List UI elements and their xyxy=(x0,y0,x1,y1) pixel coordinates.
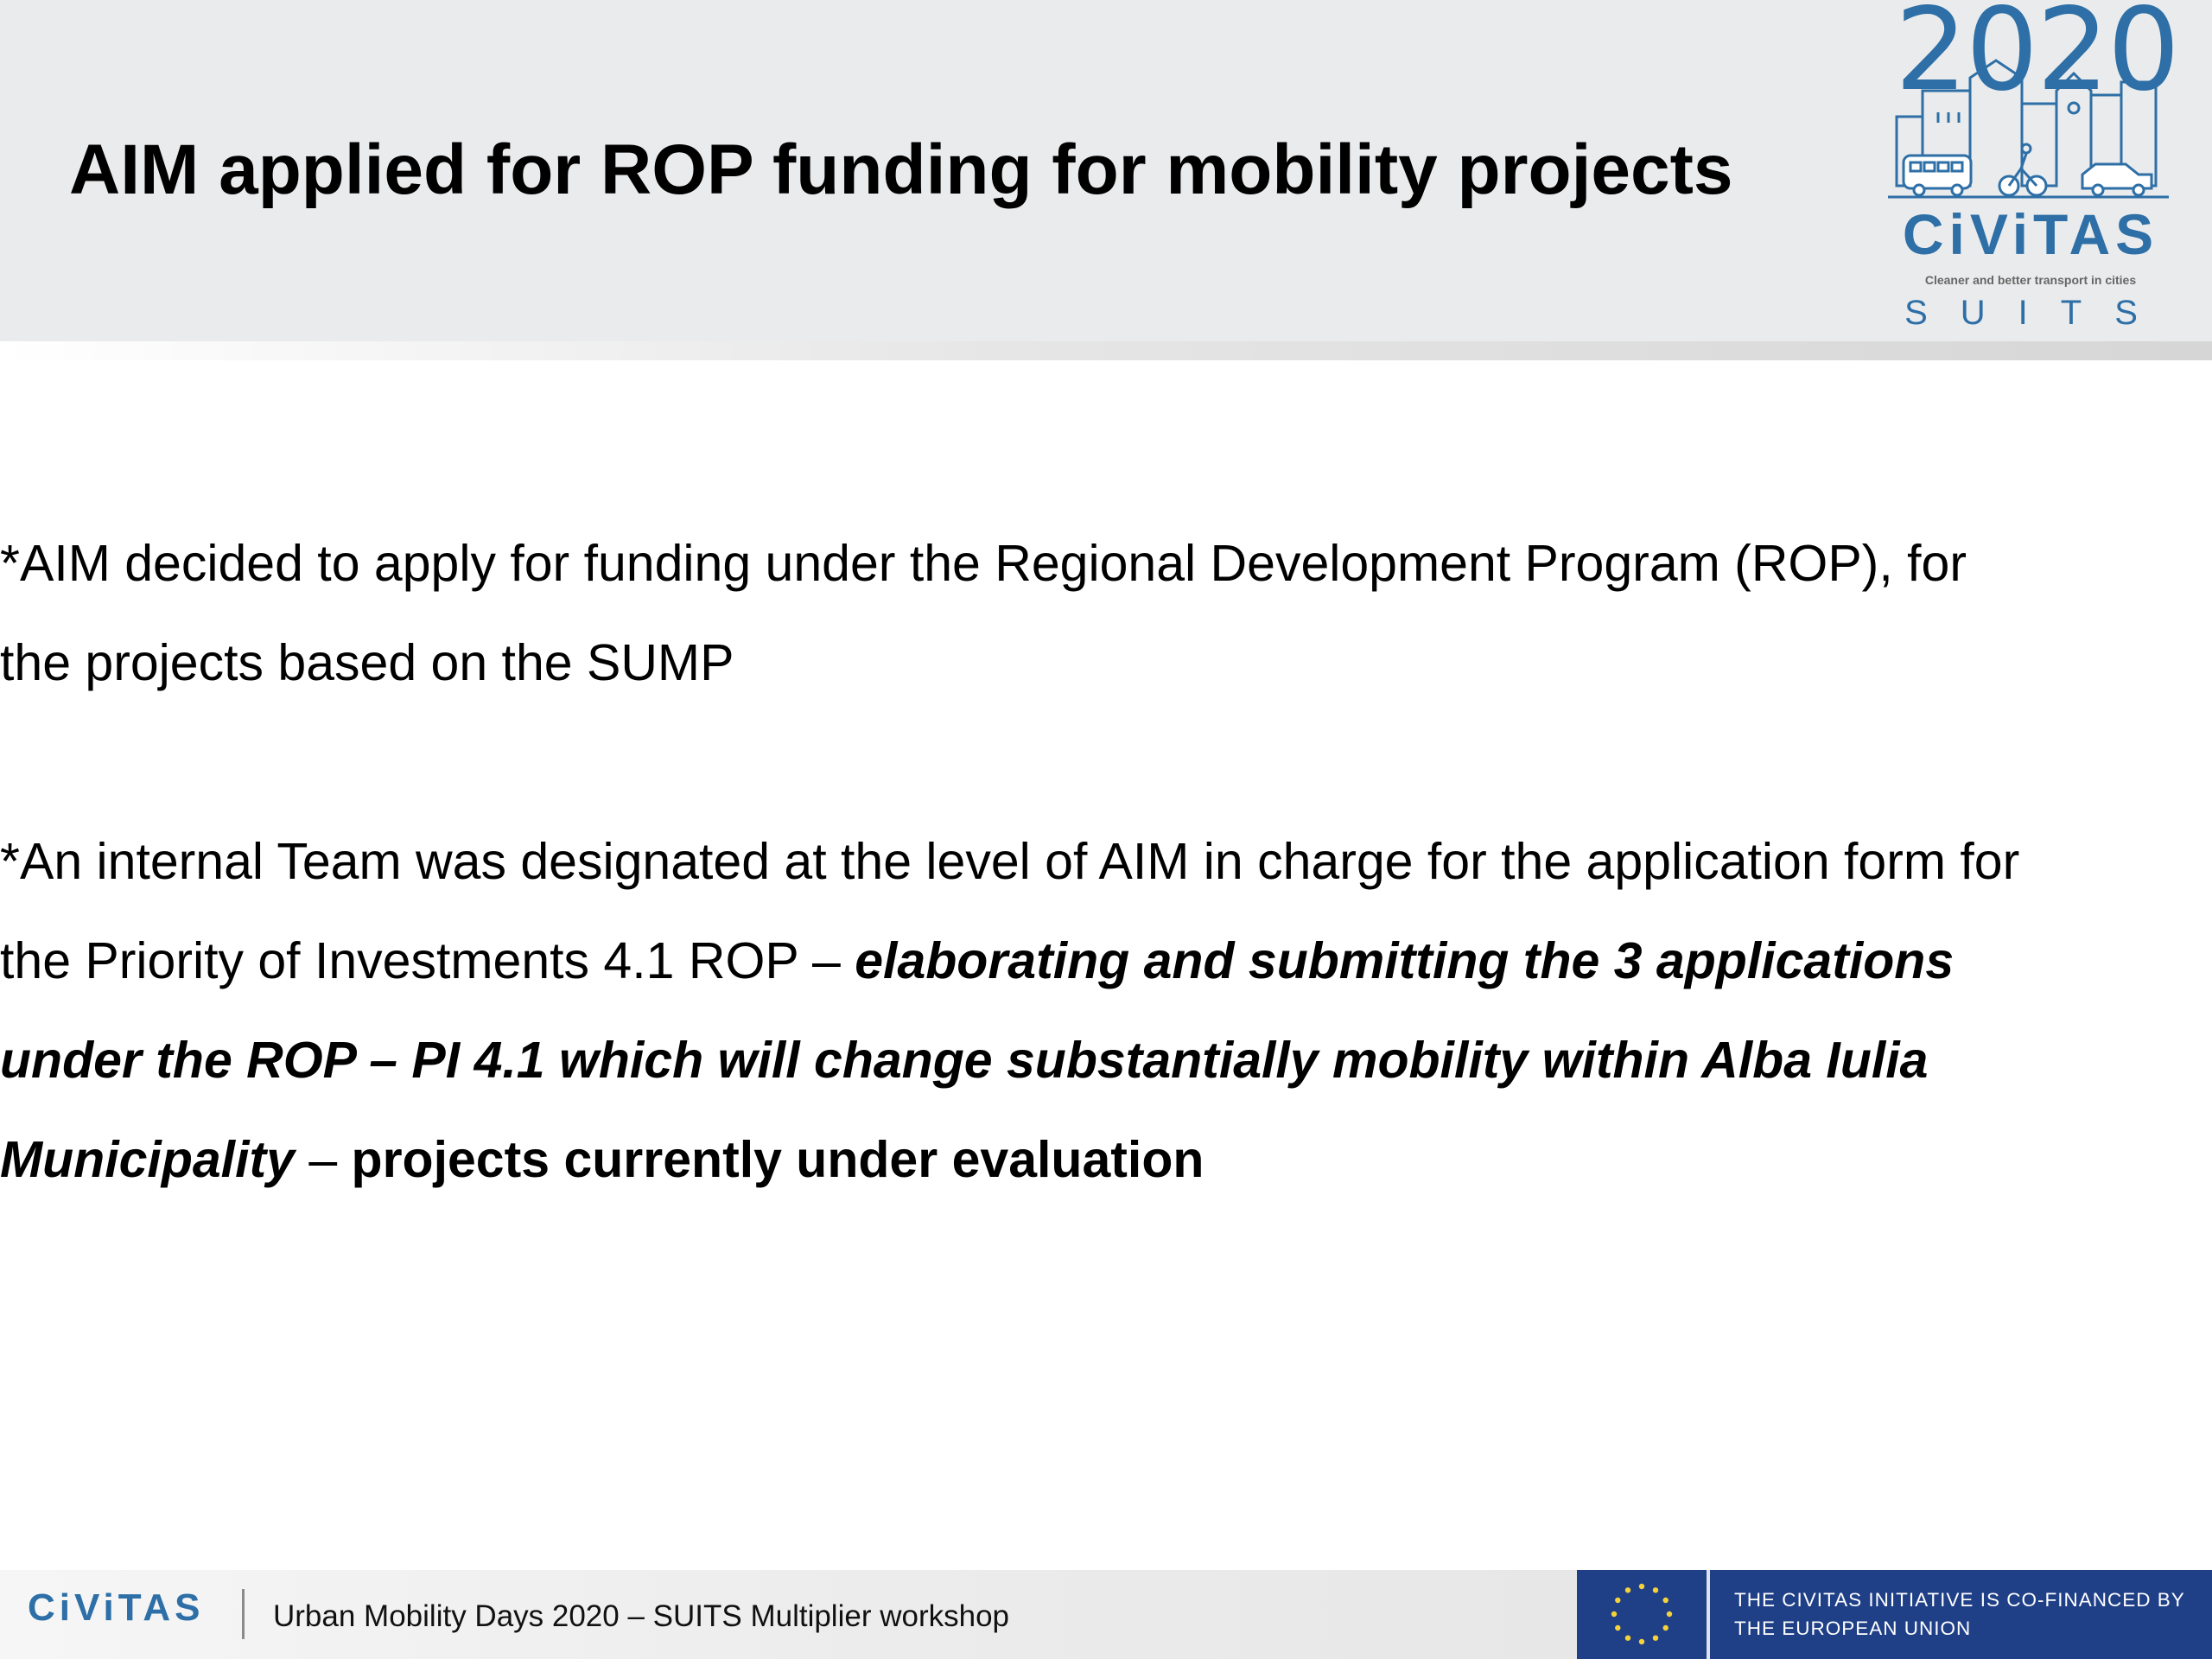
eu-banner-divider xyxy=(1707,1570,1710,1659)
logo-project-name: SUITS xyxy=(1904,294,2171,332)
eu-flag-icon xyxy=(1577,1570,1707,1659)
eu-star xyxy=(1667,1611,1672,1617)
eu-star xyxy=(1625,1587,1630,1592)
eu-star xyxy=(1663,1625,1669,1630)
paragraph-internal-team xyxy=(0,812,2212,1210)
logo-year: 2020 xyxy=(1895,0,2178,117)
text-bold-italic: elaborating and submitting the 3 applications xyxy=(855,932,1955,989)
eu-star xyxy=(1663,1598,1669,1603)
civitas-city-icon xyxy=(1888,43,2173,203)
logo-wordmark: CiViTAS xyxy=(1902,202,2159,266)
civitas-suits-logo xyxy=(1888,0,2178,332)
eu-star xyxy=(1611,1611,1617,1617)
text-regular: the Priority of Investments 4.1 ROP – xyxy=(0,932,855,989)
eu-text-line: THE EUROPEAN UNION xyxy=(1734,1618,1972,1639)
eu-star xyxy=(1625,1636,1630,1641)
logo-tagline: Cleaner and better transport in cities xyxy=(1924,273,2137,287)
text-line: under the ROP – PI 4.1 which will change substantially mobility within Alba Iulia xyxy=(0,1032,1929,1089)
eu-star xyxy=(1639,1584,1644,1589)
footer-event-text: Urban Mobility Days 2020 – SUITS Multiplier workshop xyxy=(273,1599,1009,1633)
eu-star xyxy=(1639,1639,1644,1644)
eu-star xyxy=(1615,1598,1620,1603)
paragraph-rop-application xyxy=(0,514,2212,713)
slide-header xyxy=(0,0,2212,341)
text-line-mixed xyxy=(0,912,2212,1011)
slide-body xyxy=(0,514,2212,1210)
eu-cofinancing-text xyxy=(1734,1586,2185,1643)
eu-cofinancing-banner xyxy=(1577,1570,2212,1659)
text-line: *An internal Team was designated at the level of AIM in charge for the application form for xyxy=(0,833,2020,890)
text-regular: – xyxy=(294,1131,352,1188)
text-line: *AIM decided to apply for funding under the Regional Development Program (ROP), for xyxy=(0,535,1967,592)
footer-civitas-logo: CiViTAS xyxy=(28,1586,205,1629)
eu-text-line: THE CIVITAS INITIATIVE IS CO-FINANCED BY xyxy=(1734,1589,2185,1611)
text-line-mixed xyxy=(0,1110,2212,1210)
text-bold: projects currently under evaluation xyxy=(351,1131,1205,1188)
eu-star xyxy=(1653,1636,1658,1641)
footer-separator xyxy=(242,1589,245,1639)
text-bold-italic: Municipality xyxy=(0,1131,295,1188)
eu-star xyxy=(1615,1625,1620,1630)
slide-footer xyxy=(0,1570,2212,1659)
text-line: the projects based on the SUMP xyxy=(0,634,734,691)
header-divider xyxy=(0,341,2212,360)
slide-title: AIM applied for ROP funding for mobility projects xyxy=(69,130,1733,209)
eu-star xyxy=(1653,1587,1658,1592)
